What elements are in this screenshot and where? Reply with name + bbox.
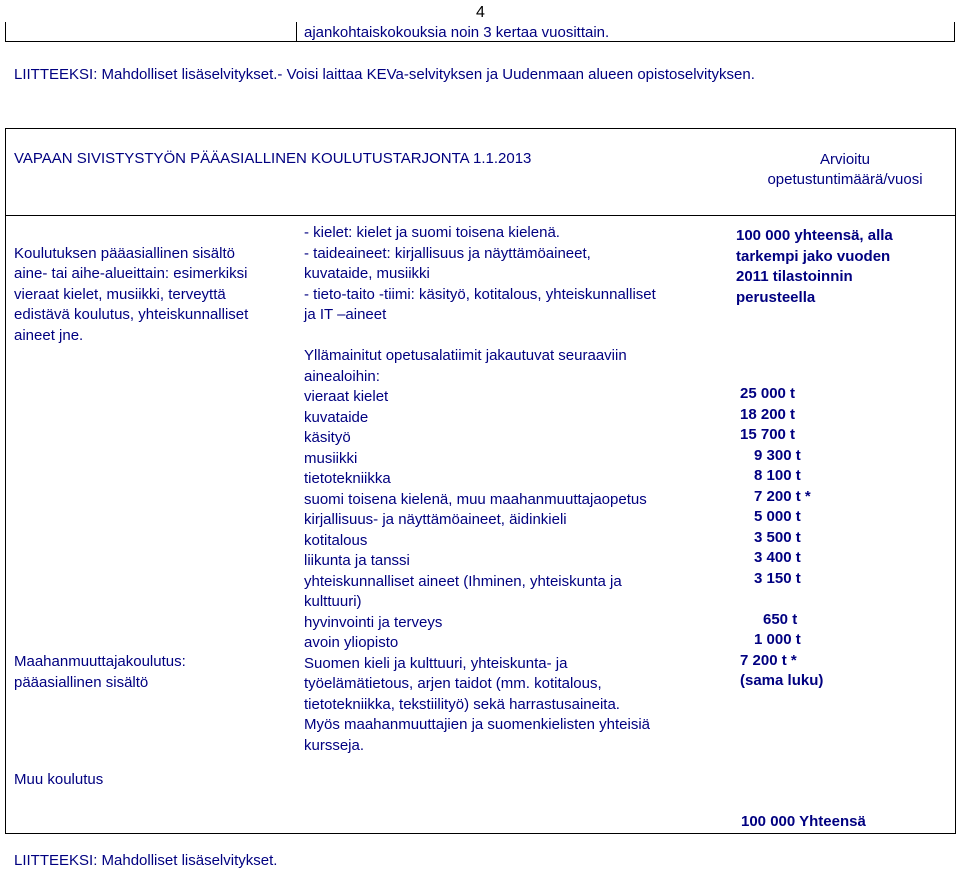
col1-line: vieraat kielet, musiikki, terveyttä: [14, 285, 226, 303]
col1-line: aineet jne.: [14, 326, 84, 344]
col2-subject-line: Myös maahanmuuttajien ja suomenkielisten yhteisiä: [304, 716, 651, 733]
col2-subject-line: tietotekniikka, tekstiilityö) sekä harrastusaineita.: [304, 695, 620, 713]
col2-intro-line: kuvataide, musiikki: [304, 265, 430, 282]
total-sum: 100 000 Yhteensä: [741, 813, 866, 830]
col2-subject-line: Suomen kieli ja kulttuuri, yhteiskunta- ja: [304, 654, 568, 672]
hours-value: 15 700 t: [740, 426, 796, 443]
col2-subject-line: yhteiskunnalliset aineet (Ihminen, yhteiskunta ja: [304, 572, 622, 590]
hours-value: 18 200 t: [740, 405, 796, 423]
table-border-bottom: [5, 833, 956, 834]
col2-subject-line: hyvinvointi ja terveys: [304, 613, 443, 631]
hours-total-note: [736, 226, 954, 308]
hours-value: 7 200 t * (sama luku): [740, 651, 824, 689]
col2-subject-line: avoin yliopisto: [304, 634, 399, 651]
col2-subject-line: Yllämainitut opetusalatiimit jakautuvat seuraaviin: [304, 347, 627, 364]
hours-column-header: [736, 150, 954, 190]
other-training-label: Muu koulutus: [14, 771, 104, 788]
col1-line: Koulutuksen pääasiallinen sisältö: [14, 244, 235, 262]
table-border-left: [5, 128, 6, 834]
top-row-text: ajankohtaiskokouksia noin 3 kertaa vuosittain.: [304, 24, 610, 41]
col2-subject-line: ainealoihin:: [304, 367, 380, 385]
hours-value: 650 t: [763, 610, 798, 628]
col2-subject-line: tietotekniikka: [304, 470, 391, 487]
col2-subject-line: suomi toisena kielenä, muu maahanmuuttajaopetus: [304, 490, 647, 508]
hours-value: 7 200 t *: [754, 487, 811, 505]
col2-subject-line: kuvataide: [304, 408, 369, 426]
hours-value: 3 150 t: [754, 569, 801, 587]
hours-value: 9 300 t: [754, 446, 801, 464]
content-description-column: [14, 223, 284, 346]
hours-value: 25 000 t: [740, 385, 796, 402]
hours-value: 5 000 t: [754, 508, 801, 525]
page-number: 4: [476, 4, 485, 21]
hours-value: 1 000 t: [754, 631, 801, 648]
col3-total-line: perusteella: [736, 288, 816, 306]
col1-immigrant-line: pääasiallinen sisältö: [14, 673, 149, 691]
attachments-note-top: LIITTEEKSI: Mahdolliset lisäselvitykset.- Voisi laittaa KEVa-selvityksen ja Uudenmaan alueen opistoselvityksen.: [14, 66, 755, 83]
col2-subject-line: musiikki: [304, 449, 358, 467]
hours-values-column: [736, 384, 954, 692]
col2-subject-line: kursseja.: [304, 736, 365, 754]
col3-total-line: tarkempi jako vuoden: [736, 247, 891, 265]
hours-value-blank: [736, 589, 954, 610]
table-title: VAPAAN SIVISTYSTYÖN PÄÄASIALLINEN KOULUTUSTARJONTA 1.1.2013: [14, 150, 532, 167]
table-border-right: [955, 128, 956, 834]
col1-line: edistävä koulutus, yhteiskunnalliset: [14, 306, 249, 323]
immigrant-training-label: [14, 652, 284, 693]
col2-intro-line: - kielet: kielet ja suomi toisena kielenä.: [304, 224, 560, 241]
col2-subject-line: kirjallisuus- ja näyttämöaineet, äidinkieli: [304, 511, 567, 528]
col2-subject-line: liikunta ja tanssi: [304, 552, 410, 569]
hours-value: 3 400 t: [754, 549, 801, 566]
hours-value: 8 100 t: [754, 467, 801, 484]
col2-subject-line: vieraat kielet: [304, 388, 389, 405]
col2-subject-line: kotitalous: [304, 531, 368, 549]
hours-value: 3 500 t: [754, 528, 801, 546]
attachments-note-bottom: LIITTEEKSI: Mahdolliset lisäselvitykset.: [14, 852, 278, 869]
col1-immigrant-line: Maahanmuuttajakoulutus:: [14, 653, 186, 670]
subject-areas-column: [304, 223, 724, 756]
col3-total-line: 100 000 yhteensä, alla: [736, 227, 893, 244]
col2-intro-line: - taideaineet: kirjallisuus ja näyttämöaineet,: [304, 244, 591, 262]
col2-subject-line: käsityö: [304, 429, 351, 446]
col2-intro-line: ja IT –aineet: [304, 306, 387, 323]
col2-subject-line: kulttuuri): [304, 593, 362, 610]
hours-header-line1: Arvioitu: [819, 151, 871, 168]
col2-subject-line: työelämätietous, arjen taidot (mm. kotitalous,: [304, 675, 602, 692]
col3-total-line: 2011 tilastoinnin: [736, 268, 853, 285]
hours-header-line2: opetustuntimäärä/vuosi: [767, 171, 923, 188]
col1-line: aine- tai aihe-alueittain: esimerkiksi: [14, 265, 248, 282]
col2-intro-line: - tieto-taito -tiimi: käsityö, kotitalous, yhteiskunnalliset: [304, 285, 656, 303]
